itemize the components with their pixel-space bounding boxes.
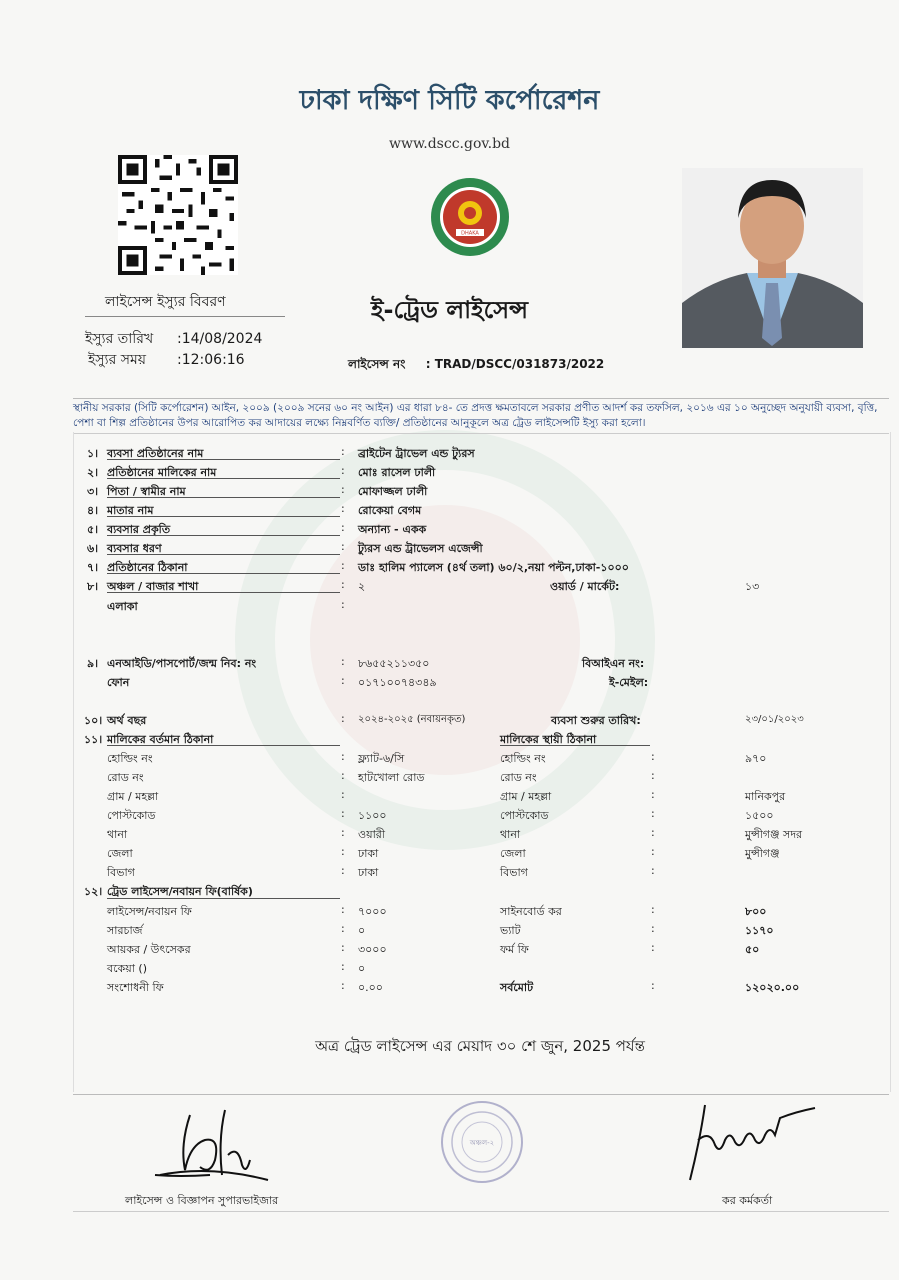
- fee-right-value: ১২০২০.০০: [745, 981, 800, 994]
- address-left-value: ফ্ল্যাট-৬/সি: [358, 752, 405, 765]
- nid-value: ৮৬৫৫২১১৩৫০: [358, 657, 430, 670]
- address-right-label: রোড নং: [500, 771, 537, 784]
- address-right-colon: :: [651, 864, 655, 877]
- present-address-title: মালিকের বর্তমান ঠিকানা: [107, 733, 214, 746]
- fee-right-label: ভ্যাট: [500, 924, 521, 937]
- address-left-label: থানা: [107, 828, 128, 841]
- address-left-label: জেলা: [107, 847, 133, 860]
- org-name: ঢাকা দক্ষিণ সিটি কর্পোরেশন: [299, 85, 600, 116]
- address-right-value: মানিকপুর: [745, 790, 786, 803]
- address-right-label: থানা: [500, 828, 521, 841]
- fiscal-value: ২০২৪-২০২৫ (নবায়নকৃত): [358, 714, 466, 725]
- permanent-address-title: মালিকের স্থায়ী ঠিকানা: [500, 733, 597, 746]
- field-num: ৩।: [87, 485, 99, 498]
- address-left-colon: :: [341, 788, 345, 801]
- address-left-value: হাটখোলা রোড: [358, 771, 425, 784]
- document-title: ই-ট্রেড লাইসেন্স: [371, 296, 528, 324]
- seal-text: অঞ্চল-২: [469, 1139, 495, 1147]
- validity-statement: অত্র ট্রেড লাইসেন্স এর মেয়াদ ৩০ শে জুন, 2025 পর্যন্ত: [315, 1037, 645, 1055]
- start-date-label: ব্যবসা শুরুর তারিখ:: [551, 714, 641, 727]
- field-colon: :: [341, 559, 345, 572]
- address-right-colon: :: [651, 807, 655, 820]
- fee-left-value: ০: [358, 924, 366, 937]
- field-colon: :: [341, 502, 345, 515]
- website-url: www.dscc.gov.bd: [388, 136, 511, 152]
- field-underline: [107, 478, 340, 479]
- address-left-label: রোড নং: [107, 771, 144, 784]
- field-underline: [107, 554, 340, 555]
- tax-officer-label: কর কর্মকর্তা: [722, 1194, 773, 1207]
- ward-label: ওয়ার্ড / মার্কেট:: [550, 580, 620, 593]
- address-left-colon: :: [341, 864, 345, 877]
- fee-left-label: আয়কর / উৎসেকর: [107, 943, 191, 956]
- address-left-value: ওয়ারী: [358, 828, 385, 841]
- address-left-colon: :: [341, 826, 345, 839]
- address-left-colon: :: [341, 750, 345, 763]
- issue-time-label: ইস্যুর সময়: [88, 352, 147, 368]
- fee-right-colon: :: [651, 941, 655, 954]
- fee-right-value: ৮০০: [745, 905, 767, 918]
- license-no-value: : TRAD/DSCC/031873/2022: [425, 357, 605, 371]
- issue-date-value: :14/08/2024: [177, 331, 263, 347]
- fees-num: ১২।: [84, 885, 103, 898]
- intro-paragraph: স্থানীয় সরকার (সিটি কর্পোরেশন) আইন, ২০০৯ (২০০৯ সনের ৬০ নং আইন) এর ধারা ৮৪- তে প্রদত্ত ক্ষমতাবলে সরকার প্রণীত আদর্শ কর তফসিল, ২০১৬ এর ১০ অনুচ্ছেদ অনুযায়ী ব্যবসা, বৃত্তি, পেশা বা শিল্প প্রতিষ্ঠানের উপর আরোপিত কর আদায়ের লক্ষ্যে নিম্নবর্ণিত ব্যক্তি/ প্রতিষ্ঠানের আনুকূলে অত্র ট্রেড লাইসেন্সটি ইস্যু করা হলো।: [73, 398, 889, 434]
- field-label: ব্যবসার প্রকৃতি: [107, 523, 171, 536]
- address-right-label: জেলা: [500, 847, 526, 860]
- field-label: ব্যবসা প্রতিষ্ঠানের নাম: [107, 447, 204, 460]
- fee-left-colon: :: [341, 922, 345, 935]
- field-colon: :: [341, 521, 345, 534]
- zone-label: অঞ্চল / বাজার শাখা: [107, 580, 199, 593]
- identity-num: ৯।: [87, 657, 99, 670]
- field-num: ৪।: [87, 504, 99, 517]
- address-right-colon: :: [651, 750, 655, 763]
- permanent-address-underline: [500, 745, 650, 746]
- address-left-label: হোল্ডিং নং: [107, 752, 153, 765]
- fees-underline: [107, 898, 340, 899]
- issue-time-row: [88, 348, 245, 372]
- field-colon: :: [341, 540, 345, 553]
- supervisor-label: লাইসেন্স ও বিজ্ঞাপন সুপারভাইজার: [125, 1194, 279, 1207]
- fee-left-label: সংশোধনী ফি: [107, 981, 164, 994]
- field-num: ৭।: [87, 561, 99, 574]
- fee-left-label: বকেয়া (): [107, 962, 147, 975]
- field-underline: [107, 497, 340, 498]
- phone-value: ০১৭১০০৭৪৩৪৯: [358, 676, 437, 689]
- fee-left-label: লাইসেন্স/নবায়ন ফি: [107, 905, 192, 918]
- field-num: ২।: [87, 466, 99, 479]
- address-left-colon: :: [341, 845, 345, 858]
- issue-time-value: :12:06:16: [177, 352, 245, 368]
- nid-colon: :: [341, 655, 345, 668]
- ward-value: ১৩: [745, 580, 760, 593]
- zone-value: ২: [358, 580, 366, 593]
- address-left-value: ঢাকা: [358, 847, 379, 860]
- fiscal-num: ১০।: [84, 714, 103, 727]
- address-left-label: বিভাগ: [107, 866, 135, 879]
- dscc-emblem-icon: [430, 177, 510, 257]
- field-value: মোঃ রাসেল ঢালী: [358, 466, 436, 479]
- nid-label: এনআইডি/পাসপোর্ট/জন্ম নিব: নং: [107, 657, 257, 670]
- issue-date-label: ইস্যুর তারিখ: [85, 331, 154, 347]
- address-right-colon: :: [651, 769, 655, 782]
- field-num: ৫।: [87, 523, 99, 536]
- field-underline: [107, 459, 340, 460]
- fees-title: ট্রেড লাইসেন্স/নবায়ন ফি(বার্ষিক): [107, 885, 253, 898]
- fee-left-label: সারচার্জ: [107, 924, 143, 937]
- field-colon: :: [341, 464, 345, 477]
- field-value: ডাঃ হালিম প্যালেস (৪র্থ তলা) ৬০/২,নয়া পল্টন,ঢাকা-১০০০: [358, 561, 629, 574]
- fee-left-value: ০.০০: [358, 981, 383, 994]
- area-label: এলাকা: [107, 600, 138, 613]
- address-left-colon: :: [341, 769, 345, 782]
- field-underline: [107, 516, 340, 517]
- address-left-value: ঢাকা: [358, 866, 379, 879]
- field-label: প্রতিষ্ঠানের মালিকের নাম: [107, 466, 217, 479]
- fee-right-value: ১১৭০: [745, 924, 774, 937]
- field-label: ব্যবসার ধরণ: [107, 542, 162, 555]
- fee-left-colon: :: [341, 979, 345, 992]
- field-num: ৬।: [87, 542, 99, 555]
- phone-colon: :: [341, 674, 345, 687]
- fee-left-colon: :: [341, 903, 345, 916]
- fiscal-label: অর্থ বছর: [107, 714, 147, 727]
- issue-heading: লাইসেন্স ইস্যুর বিবরণ: [105, 294, 226, 310]
- area-colon: :: [341, 598, 345, 611]
- field-value: অন্যান্য - একক: [358, 523, 427, 536]
- field-value: রোকেয়া বেগম: [358, 504, 422, 517]
- fiscal-colon: :: [341, 712, 345, 725]
- owner-photo: [682, 168, 863, 348]
- phone-label: ফোন: [107, 676, 130, 689]
- fee-right-value: ৫০: [745, 943, 760, 956]
- field-label: প্রতিষ্ঠানের ঠিকানা: [107, 561, 188, 574]
- field-underline: [107, 535, 340, 536]
- address-left-colon: :: [341, 807, 345, 820]
- address-right-value: মুন্সীগঞ্জ সদর: [745, 828, 803, 841]
- address-right-value: মুন্সীগঞ্জ: [745, 847, 780, 860]
- address-num: ১১।: [84, 733, 103, 746]
- address-left-value: ১১০০: [358, 809, 387, 822]
- address-right-label: পোস্টকোড: [500, 809, 549, 822]
- present-address-underline: [107, 745, 340, 746]
- address-right-label: হোল্ডিং নং: [500, 752, 546, 765]
- address-right-value: ১৫০০: [745, 809, 774, 822]
- fee-right-label: সাইনবোর্ড কর: [500, 905, 562, 918]
- address-right-label: বিভাগ: [500, 866, 528, 879]
- field-value: ট্যুরস এন্ড ট্রাভেলস এজেন্সী: [358, 542, 483, 555]
- address-left-label: পোস্টকোড: [107, 809, 156, 822]
- field-colon: :: [341, 483, 345, 496]
- tax-officer-signature: [680, 1100, 820, 1185]
- address-right-colon: :: [651, 845, 655, 858]
- license-number: [348, 356, 604, 376]
- field-label: পিতা / স্বামীর নাম: [107, 485, 186, 498]
- fee-right-colon: :: [651, 903, 655, 916]
- field-label: মাতার নাম: [107, 504, 154, 517]
- fee-left-value: ৩০০০: [358, 943, 387, 956]
- office-seal-icon: [440, 1100, 524, 1184]
- address-right-label: গ্রাম / মহল্লা: [500, 790, 552, 803]
- bin-label: বিআইএন নং:: [582, 657, 645, 670]
- fee-right-label: ফর্ম ফি: [500, 943, 529, 956]
- license-no-label: লাইসেন্স নং: [348, 357, 406, 371]
- field-underline: [107, 573, 340, 574]
- field-colon: :: [341, 445, 345, 458]
- fee-left-colon: :: [341, 941, 345, 954]
- emblem-text: DHAKA: [461, 230, 479, 237]
- fee-left-value: ০: [358, 962, 366, 975]
- field-num: ১।: [87, 447, 99, 460]
- fee-right-colon: :: [651, 922, 655, 935]
- supervisor-signature: [150, 1105, 275, 1190]
- fee-right-label: সর্বমোট: [500, 981, 534, 994]
- address-right-value: ৯৭০: [745, 752, 767, 765]
- qr-code-icon: [118, 155, 238, 275]
- email-label: ই-মেইল:: [609, 676, 649, 689]
- zone-num: ৮।: [87, 580, 99, 593]
- fee-left-value: ৭০০০: [358, 905, 387, 918]
- fee-right-colon: :: [651, 979, 655, 992]
- field-value: ব্রাইটেন ট্রাভেল এন্ড ট্যুরস: [358, 447, 475, 460]
- address-right-colon: :: [651, 826, 655, 839]
- address-left-label: গ্রাম / মহল্লা: [107, 790, 159, 803]
- address-right-colon: :: [651, 788, 655, 801]
- field-value: মোফাজ্জল ঢালী: [358, 485, 428, 498]
- fee-left-colon: :: [341, 960, 345, 973]
- zone-underline: [107, 592, 340, 593]
- zone-colon: :: [341, 578, 345, 591]
- start-date-value: ২৩/০১/২০২৩: [745, 714, 804, 725]
